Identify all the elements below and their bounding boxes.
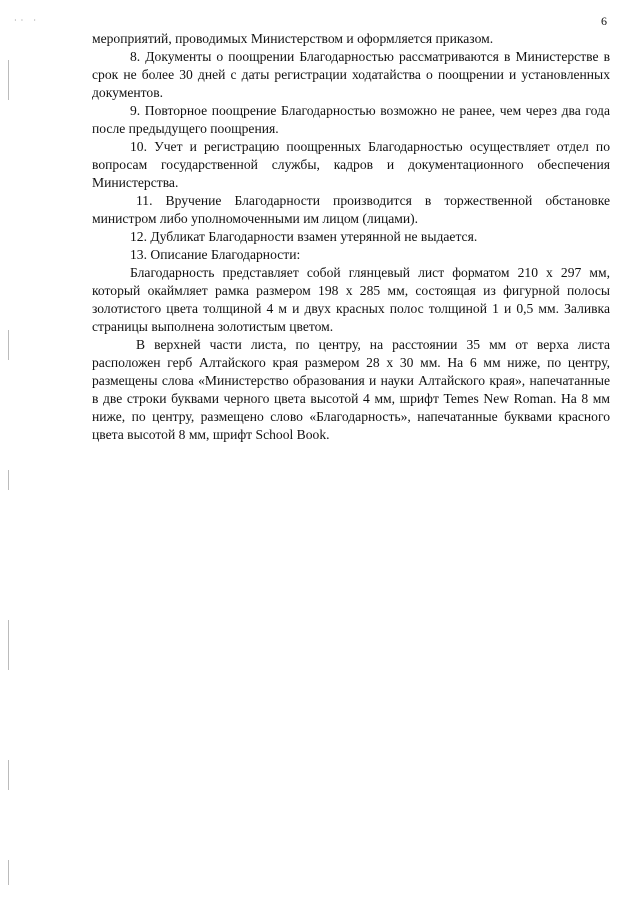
paragraph-item-11: 11. Вручение Благодарности производится в торжественной обстановке министром либо уполномоченными им лицом (лицами).	[92, 193, 610, 226]
paragraph-item-10: 10. Учет и регистрацию поощренных Благодарностью осуществляет отдел по вопросам государственной службы, кадров и документационного обеспечения Министерства.	[92, 139, 610, 190]
scan-margin-marks	[0, 0, 30, 905]
paragraph-item-9: 9. Повторное поощрение Благодарностью возможно не ранее, чем через два года после предыдущего поощрения.	[92, 103, 610, 136]
paragraph-item-13: 13. Описание Благодарности:	[130, 247, 301, 262]
paragraph-continuation: мероприятий, проводимых Министерством и оформляется приказом.	[92, 31, 494, 46]
paragraph-item-12: 12. Дубликат Благодарности взамен утерянной не выдается.	[130, 229, 478, 244]
paragraph-description-2: В верхней части листа, по центру, на расстоянии 35 мм от верха листа расположен герб Алтайского края размером 28 х 30 мм. На 6 мм ниже, по центру, размещены слова «Министерство образования и науки Алтайского края», напечатанные в две строки буквами черного цвета высотой 4 мм, шрифт Temes New Roman. На 8 мм ниже, по центру, размещено слово «Благодарность», напечатанные буквами красного цвета высотой 8 мм, шрифт School Book.	[92, 337, 610, 442]
scan-artifact: · · ·	[14, 16, 36, 25]
paragraph-item-8: 8. Документы о поощрении Благодарностью рассматриваются в Министерстве в срок не более 30 дней с даты регистрации ходатайства о поощрении и установленных документов.	[92, 49, 610, 100]
document-body	[92, 30, 610, 444]
paragraph-description-1: Благодарность представляет собой глянцевый лист форматом 210 х 297 мм, который окаймляет рамка размером 198 х 285 мм, состоящая из фигурной полосы золотистого цвета толщиной 4 м и двух красных полос толщиной 1 и 0,5 мм. Заливка страницы выполнена золотистым цветом.	[92, 265, 610, 334]
page-number: 6	[601, 14, 607, 28]
